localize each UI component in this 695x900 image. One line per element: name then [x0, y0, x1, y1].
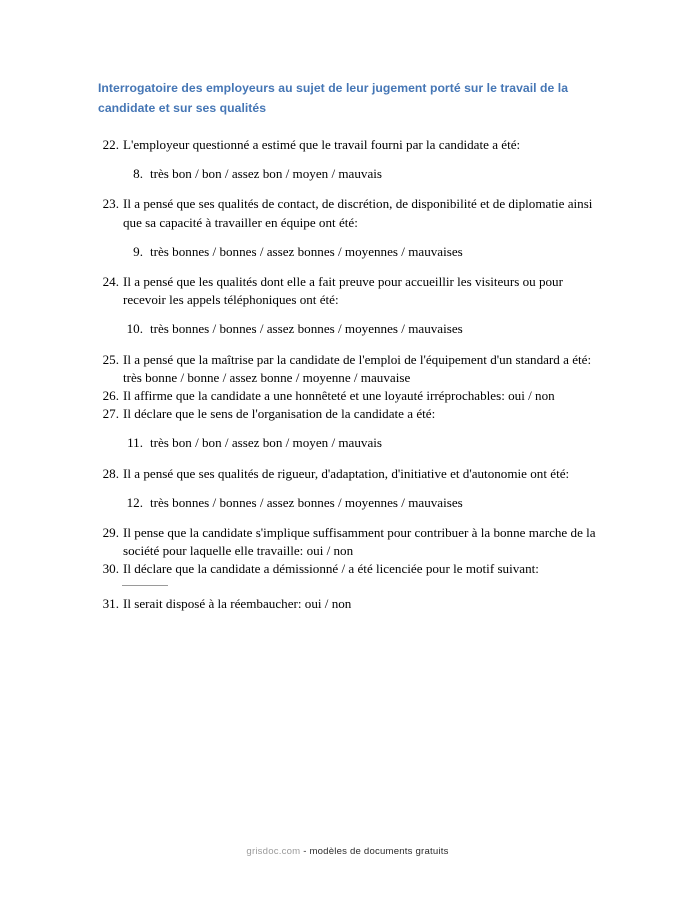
blank-fill-in-line [122, 585, 168, 586]
answer-option-number: 10. [126, 321, 143, 337]
question-item [98, 560, 598, 578]
question-text: Il déclare que la candidate a démissionné / a été licenciée pour le motif suivant: [123, 561, 539, 577]
question-number: 23. [102, 196, 119, 212]
question-item [98, 136, 598, 154]
question-text: Il a pensé que ses qualités de contact, de discrétion, de disponibilité et de diplomatie ainsi que sa capacité à travailler en équipe ont été: [123, 196, 593, 230]
answer-option-item [122, 494, 590, 512]
answer-option-text: très bonnes / bonnes / assez bonnes / moyennes / mauvaises [150, 321, 463, 337]
question-text: Il déclare que le sens de l'organisation de la candidate a été: [123, 406, 436, 422]
question-text: Il a pensé que les qualités dont elle a fait preuve pour accueillir les visiteurs ou pour recevoir les appels téléphoniques ont été: [123, 274, 563, 308]
question-number: 24. [102, 274, 119, 290]
answer-option-number: 12. [126, 494, 143, 510]
answer-option-text: très bonnes / bonnes / assez bonnes / moyennes / mauvaises [150, 243, 463, 259]
answer-option-item [122, 165, 590, 183]
answer-option-text: très bonnes / bonnes / assez bonnes / moyennes / mauvaises [150, 494, 463, 510]
question-item [98, 405, 598, 423]
question-text: Il a pensé que la maîtrise par la candidate de l'emploi de l'équipement d'un standard a été: très bonne / bonne / assez bonne / moyenne / mauvaise [123, 351, 592, 385]
question-text: Il a pensé que ses qualités de rigueur, d'adaptation, d'initiative et d'autonomie ont été: [123, 465, 570, 481]
question-text: Il affirme que la candidate a une honnêteté et une loyauté irréprochables: oui / non [123, 388, 555, 404]
answer-option-item [122, 320, 590, 338]
answer-option-item [122, 434, 590, 452]
question-text: L'employeur questionné a estimé que le travail fourni par la candidate a été: [123, 137, 521, 152]
question-number: 29. [102, 525, 119, 541]
answer-option-number: 8. [133, 166, 143, 182]
footer-brand: grisdoc.com [246, 846, 301, 857]
page-footer [0, 845, 695, 859]
question-text: Il serait disposé à la réembaucher: oui / non [123, 595, 352, 611]
footer-tagline: - modèles de documents gratuits [300, 846, 449, 857]
page-title: Interrogatoire des employeurs au sujet de leur jugement porté sur le travail de la candidate et sur ses qualités [98, 81, 569, 115]
question-item [98, 273, 598, 309]
question-number: 22. [102, 137, 119, 152]
answer-option-number: 9. [133, 243, 143, 259]
question-number: 27. [102, 406, 119, 422]
question-item [98, 595, 598, 613]
question-text: Il pense que la candidate s'implique suffisamment pour contribuer à la bonne marche de la société pour laquelle elle travaille: oui / non [123, 525, 596, 559]
question-number: 25. [102, 351, 119, 367]
question-item [98, 524, 598, 560]
question-item [98, 195, 598, 231]
document-content [98, 78, 598, 613]
answer-option-item [122, 243, 590, 261]
question-item [98, 387, 598, 405]
question-number: 31. [102, 595, 119, 611]
answer-option-text: très bon / bon / assez bon / moyen / mauvais [150, 166, 383, 182]
question-item [98, 351, 598, 387]
question-number: 26. [102, 388, 119, 404]
question-number: 30. [102, 561, 119, 577]
questionnaire-list [98, 136, 598, 613]
question-number: 28. [102, 465, 119, 481]
answer-option-text: très bon / bon / assez bon / moyen / mauvais [150, 435, 383, 451]
question-item [98, 465, 598, 483]
answer-option-number: 11. [127, 435, 143, 451]
